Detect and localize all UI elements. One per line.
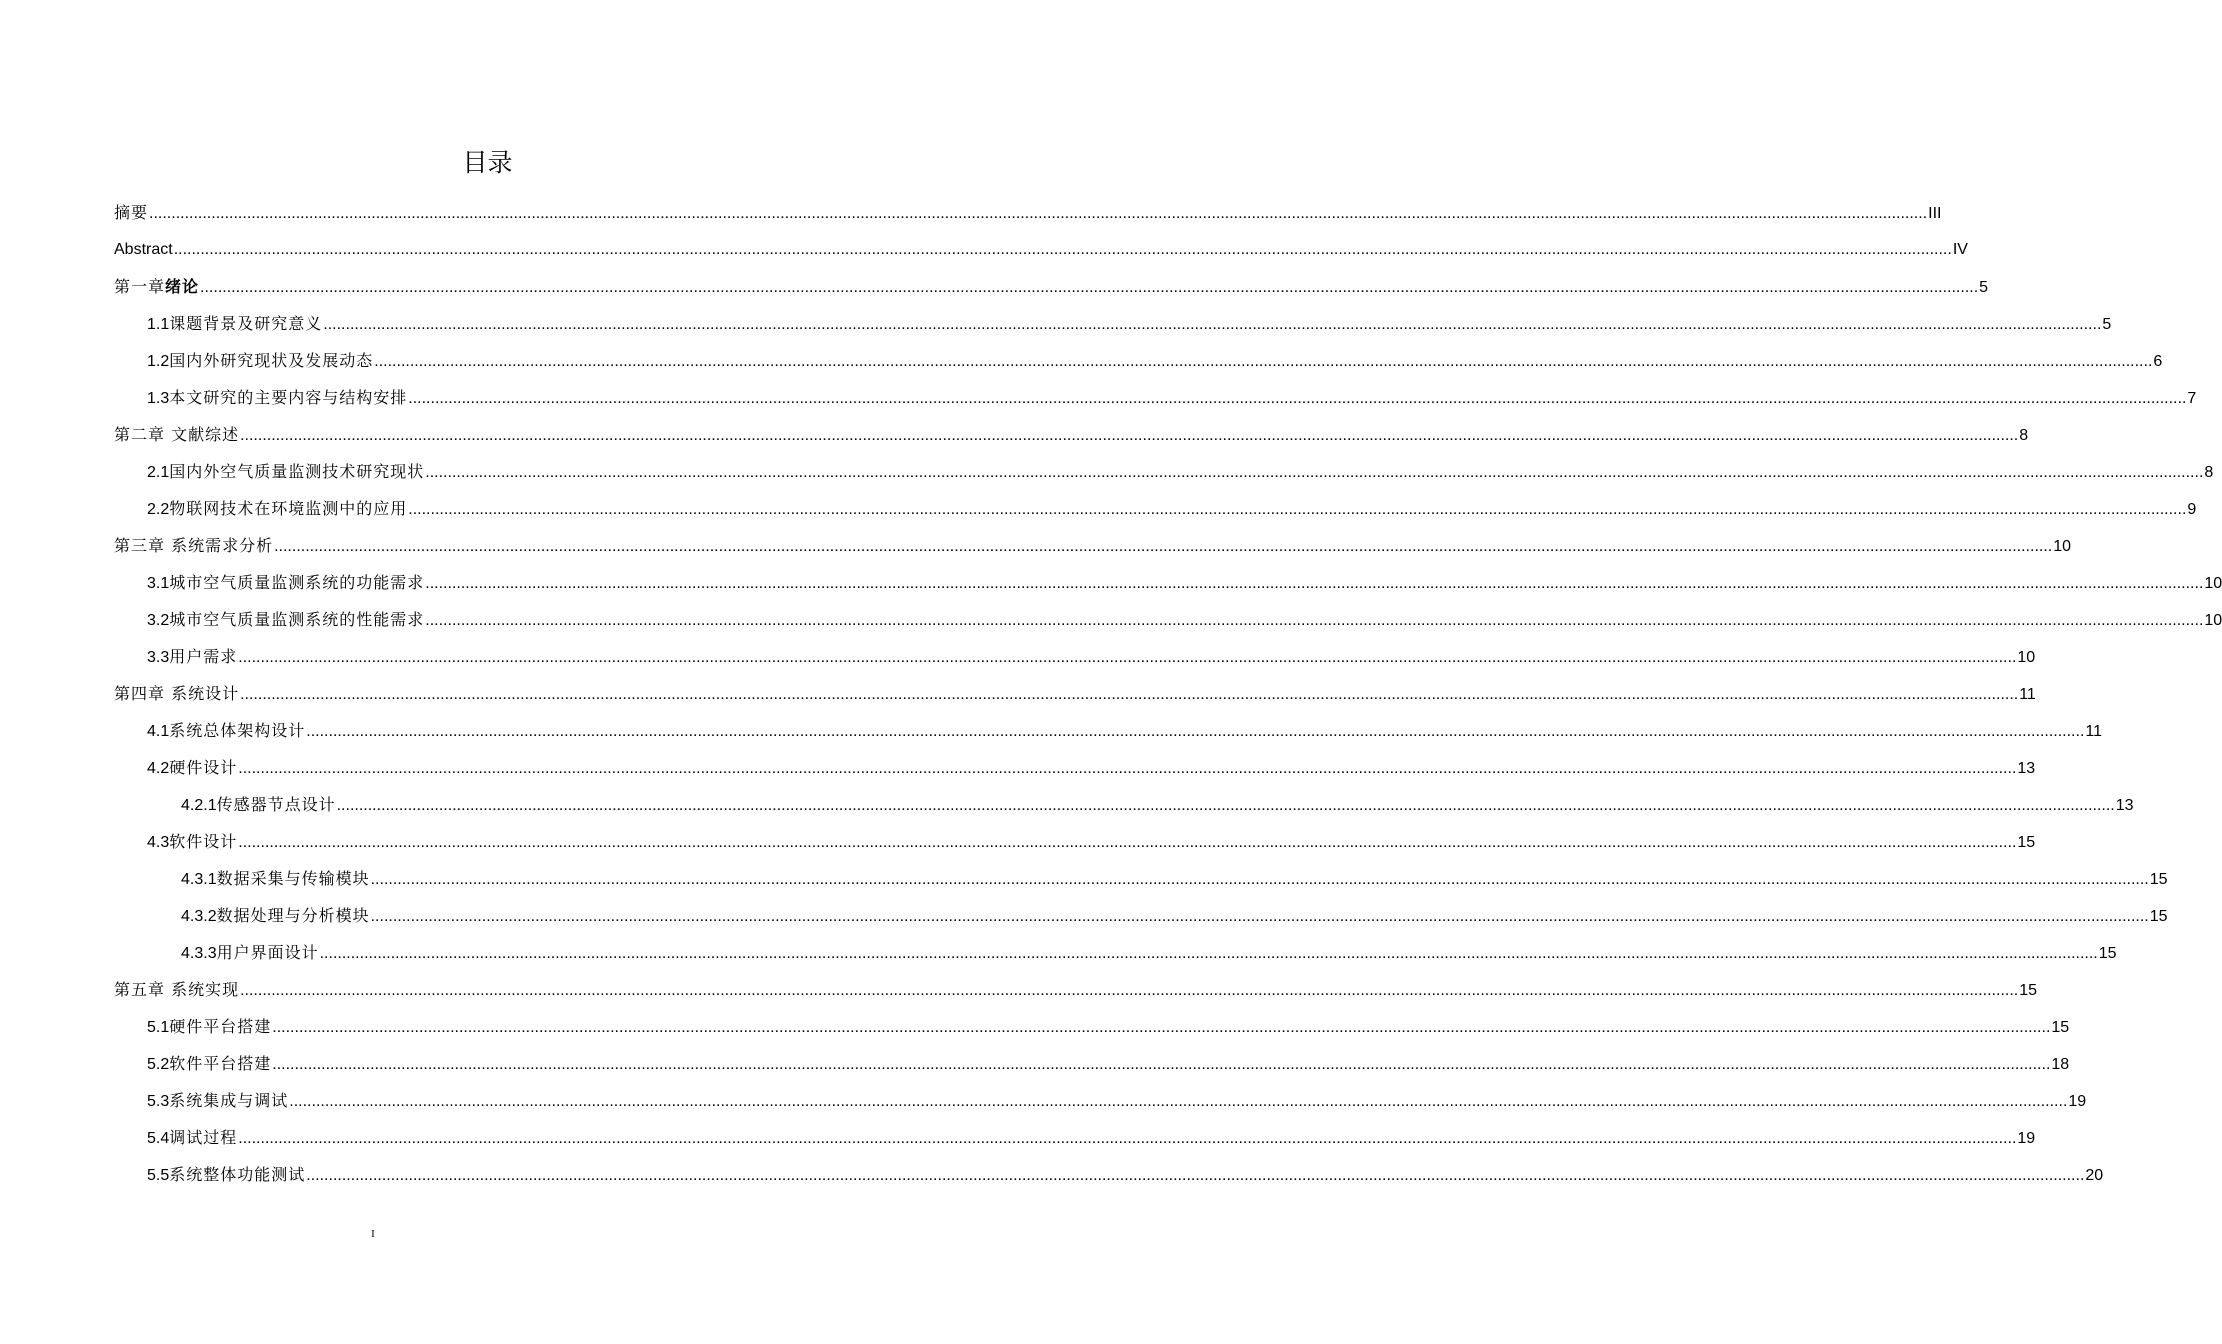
toc-entry-label: 数据采集与传输模块 [216, 869, 370, 888]
toc-entry[interactable] [147, 719, 2102, 743]
toc-entry-page-number: 8 [2204, 464, 2214, 481]
toc-entry[interactable] [147, 312, 2112, 336]
toc-entry-label: 第一章 [114, 277, 166, 296]
toc-entry[interactable] [147, 1126, 2036, 1150]
toc-entry-number: Abstract [114, 241, 173, 258]
toc-entry-number: 3.1 [147, 575, 170, 592]
toc-entry-label: 硬件平台搭建 [169, 1017, 272, 1036]
dot-leader: ................................................................................................................................................................................................................................................................................................................................................................................................................ [336, 797, 2115, 814]
toc-entry-number: 4.1 [147, 723, 170, 740]
toc-entry-page-number: III [1928, 205, 1942, 222]
toc-entry-page-number: 18 [2051, 1056, 2070, 1073]
toc-entry-page-number: IV [1952, 241, 1968, 258]
dot-leader: ................................................................................................................................................................................................................................................................................................................................................................................................................ [200, 279, 1979, 296]
toc-entry-page-number: 8 [2019, 427, 2029, 444]
dot-leader: ................................................................................................................................................................................................................................................................................................................................................................................................................ [173, 241, 1952, 258]
toc-entry-label: 软件平台搭建 [169, 1054, 272, 1073]
toc-entry[interactable] [114, 201, 1942, 225]
toc-entry-label: 第四章 系统设计 [114, 684, 240, 703]
toc-entry-label: 第三章 系统需求分析 [114, 536, 274, 555]
toc-entry-label: 用户界面设计 [216, 943, 319, 962]
toc-entry[interactable] [147, 756, 2036, 780]
dot-leader: ................................................................................................................................................................................................................................................................................................................................................................................................................ [238, 649, 2017, 666]
toc-entry-page-number: 20 [2085, 1167, 2104, 1184]
dot-leader: ................................................................................................................................................................................................................................................................................................................................................................................................................ [238, 834, 2017, 851]
toc-entry-page-number: 13 [2017, 760, 2036, 777]
toc-entry-label: 软件设计 [169, 832, 238, 851]
toc-entry-page-number: 9 [2187, 501, 2197, 518]
toc-entry[interactable] [147, 608, 2222, 632]
dot-leader: ................................................................................................................................................................................................................................................................................................................................................................................................................ [408, 501, 2187, 518]
toc-entry-label: 第五章 系统实现 [114, 980, 240, 999]
dot-leader: ................................................................................................................................................................................................................................................................................................................................................................................................................ [149, 205, 1928, 222]
toc-entry[interactable] [181, 904, 2168, 928]
toc-entry-number: 4.2.1 [181, 797, 217, 814]
toc-entry-number: 5.3 [147, 1093, 170, 1110]
toc-entry[interactable] [147, 460, 2214, 484]
dot-leader: ................................................................................................................................................................................................................................................................................................................................................................................................................ [408, 390, 2187, 407]
toc-entry-label: 第二章 文献综述 [114, 425, 240, 444]
toc-entry-number: 2.1 [147, 464, 170, 481]
dot-leader: ................................................................................................................................................................................................................................................................................................................................................................................................................ [370, 871, 2149, 888]
toc-entry[interactable] [181, 867, 2168, 891]
toc-entry-page-number: 6 [2153, 353, 2163, 370]
dot-leader: ................................................................................................................................................................................................................................................................................................................................................................................................................ [319, 945, 2098, 962]
toc-entry-page-number: 15 [2019, 982, 2038, 999]
toc-entry-label: 本文研究的主要内容与结构安排 [169, 388, 408, 407]
toc-entry[interactable] [147, 1052, 2070, 1076]
toc-entry-page-number: 13 [2115, 797, 2134, 814]
toc-entry-number: 1.1 [147, 316, 170, 333]
toc-entry-page-number: 10 [2204, 612, 2222, 629]
page-number-footer: I [371, 1228, 375, 1240]
toc-entry-page-number: 5 [1979, 279, 1989, 296]
dot-leader: ................................................................................................................................................................................................................................................................................................................................................................................................................ [272, 1019, 2051, 1036]
dot-leader: ................................................................................................................................................................................................................................................................................................................................................................................................................ [306, 723, 2085, 740]
toc-entry-page-number: 19 [2017, 1130, 2036, 1147]
toc-entry-number: 5.4 [147, 1130, 170, 1147]
toc-entry-label-bold: 绪论 [165, 277, 200, 296]
toc-entry[interactable] [114, 682, 2036, 706]
toc-entry[interactable] [114, 423, 2029, 447]
toc-entry-number: 4.3.2 [181, 908, 217, 925]
dot-leader: ................................................................................................................................................................................................................................................................................................................................................................................................................ [374, 353, 2153, 370]
dot-leader: ................................................................................................................................................................................................................................................................................................................................................................................................................ [425, 612, 2204, 629]
toc-entry-page-number: 15 [2017, 834, 2036, 851]
toc-entry-label: 摘要 [114, 203, 149, 222]
toc-entry[interactable] [147, 830, 2036, 854]
toc-entry-page-number: 15 [2098, 945, 2117, 962]
toc-entry[interactable] [181, 793, 2134, 817]
toc-entry[interactable] [147, 349, 2163, 373]
toc-entry-number: 1.2 [147, 353, 170, 370]
dot-leader: ................................................................................................................................................................................................................................................................................................................................................................................................................ [240, 427, 2019, 444]
toc-entry-number: 1.3 [147, 390, 170, 407]
toc-entry-number: 4.2 [147, 760, 170, 777]
dot-leader: ................................................................................................................................................................................................................................................................................................................................................................................................................ [425, 464, 2204, 481]
toc-entry-label: 系统总体架构设计 [169, 721, 306, 740]
toc-entry-number: 5.5 [147, 1167, 170, 1184]
dot-leader: ................................................................................................................................................................................................................................................................................................................................................................................................................ [289, 1093, 2068, 1110]
toc-entry-number: 4.3 [147, 834, 170, 851]
toc-entry-label: 城市空气质量监测系统的功能需求 [169, 573, 425, 592]
toc-entry-page-number: 15 [2149, 908, 2168, 925]
dot-leader: ................................................................................................................................................................................................................................................................................................................................................................................................................ [306, 1167, 2085, 1184]
dot-leader: ................................................................................................................................................................................................................................................................................................................................................................................................................ [425, 575, 2204, 592]
toc-entry-number: 4.3.3 [181, 945, 217, 962]
toc-entry[interactable] [114, 978, 2038, 1002]
dot-leader: ................................................................................................................................................................................................................................................................................................................................................................................................................ [240, 686, 2019, 703]
toc-entry[interactable] [181, 941, 2117, 965]
toc-entry-page-number: 11 [2019, 686, 2036, 703]
toc-entry-label: 传感器节点设计 [216, 795, 336, 814]
dot-leader: ................................................................................................................................................................................................................................................................................................................................................................................................................ [274, 538, 2053, 555]
toc-entry[interactable] [147, 1163, 2104, 1187]
toc-entry-label: 系统集成与调试 [169, 1091, 289, 1110]
dot-leader: ................................................................................................................................................................................................................................................................................................................................................................................................................ [238, 1130, 2017, 1147]
toc-entry[interactable] [114, 238, 1968, 262]
toc-entry-number: 3.2 [147, 612, 170, 629]
toc-entry-number: 3.3 [147, 649, 170, 666]
toc-entry-number: 5.2 [147, 1056, 170, 1073]
dot-leader: ................................................................................................................................................................................................................................................................................................................................................................................................................ [240, 982, 2019, 999]
toc-entry-label: 物联网技术在环境监测中的应用 [169, 499, 408, 518]
toc-entry-page-number: 19 [2068, 1093, 2087, 1110]
toc-entry-label: 系统整体功能测试 [169, 1165, 306, 1184]
toc-entry-page-number: 15 [2149, 871, 2168, 888]
toc-entry-label: 硬件设计 [169, 758, 238, 777]
toc-entry[interactable] [147, 1015, 2070, 1039]
toc-entry[interactable] [147, 645, 2036, 669]
toc-entry[interactable] [114, 275, 1989, 299]
toc-entry-label: 调试过程 [169, 1128, 238, 1147]
toc-entry[interactable] [147, 386, 2197, 410]
toc-entry-label: 国内外空气质量监测技术研究现状 [169, 462, 425, 481]
toc-entry-label: 数据处理与分析模块 [216, 906, 370, 925]
dot-leader: ................................................................................................................................................................................................................................................................................................................................................................................................................ [238, 760, 2017, 777]
toc-entry[interactable] [147, 497, 2197, 521]
dot-leader: ................................................................................................................................................................................................................................................................................................................................................................................................................ [370, 908, 2149, 925]
toc-entry[interactable] [147, 1089, 2087, 1113]
page-title: 目录 [462, 148, 513, 177]
toc-entry[interactable] [114, 534, 2072, 558]
dot-leader: ................................................................................................................................................................................................................................................................................................................................................................................................................ [323, 316, 2102, 333]
toc-entry-label: 城市空气质量监测系统的性能需求 [169, 610, 425, 629]
toc-entry-page-number: 10 [2017, 649, 2036, 666]
toc-entry-page-number: 5 [2102, 316, 2112, 333]
toc-entry-page-number: 11 [2085, 723, 2102, 740]
toc-entry-page-number: 7 [2187, 390, 2197, 407]
toc-entry-label: 用户需求 [169, 647, 238, 666]
toc-entry-page-number: 10 [2204, 575, 2222, 592]
toc-entry-number: 2.2 [147, 501, 170, 518]
toc-entry-label: 课题背景及研究意义 [169, 314, 323, 333]
toc-entry-number: 5.1 [147, 1019, 170, 1036]
dot-leader: ................................................................................................................................................................................................................................................................................................................................................................................................................ [272, 1056, 2051, 1073]
toc-entry[interactable] [147, 571, 2222, 595]
toc-entry-label: 国内外研究现状及发展动态 [169, 351, 374, 370]
toc-entry-number: 4.3.1 [181, 871, 217, 888]
toc-entry-page-number: 10 [2053, 538, 2072, 555]
toc-entry-page-number: 15 [2051, 1019, 2070, 1036]
